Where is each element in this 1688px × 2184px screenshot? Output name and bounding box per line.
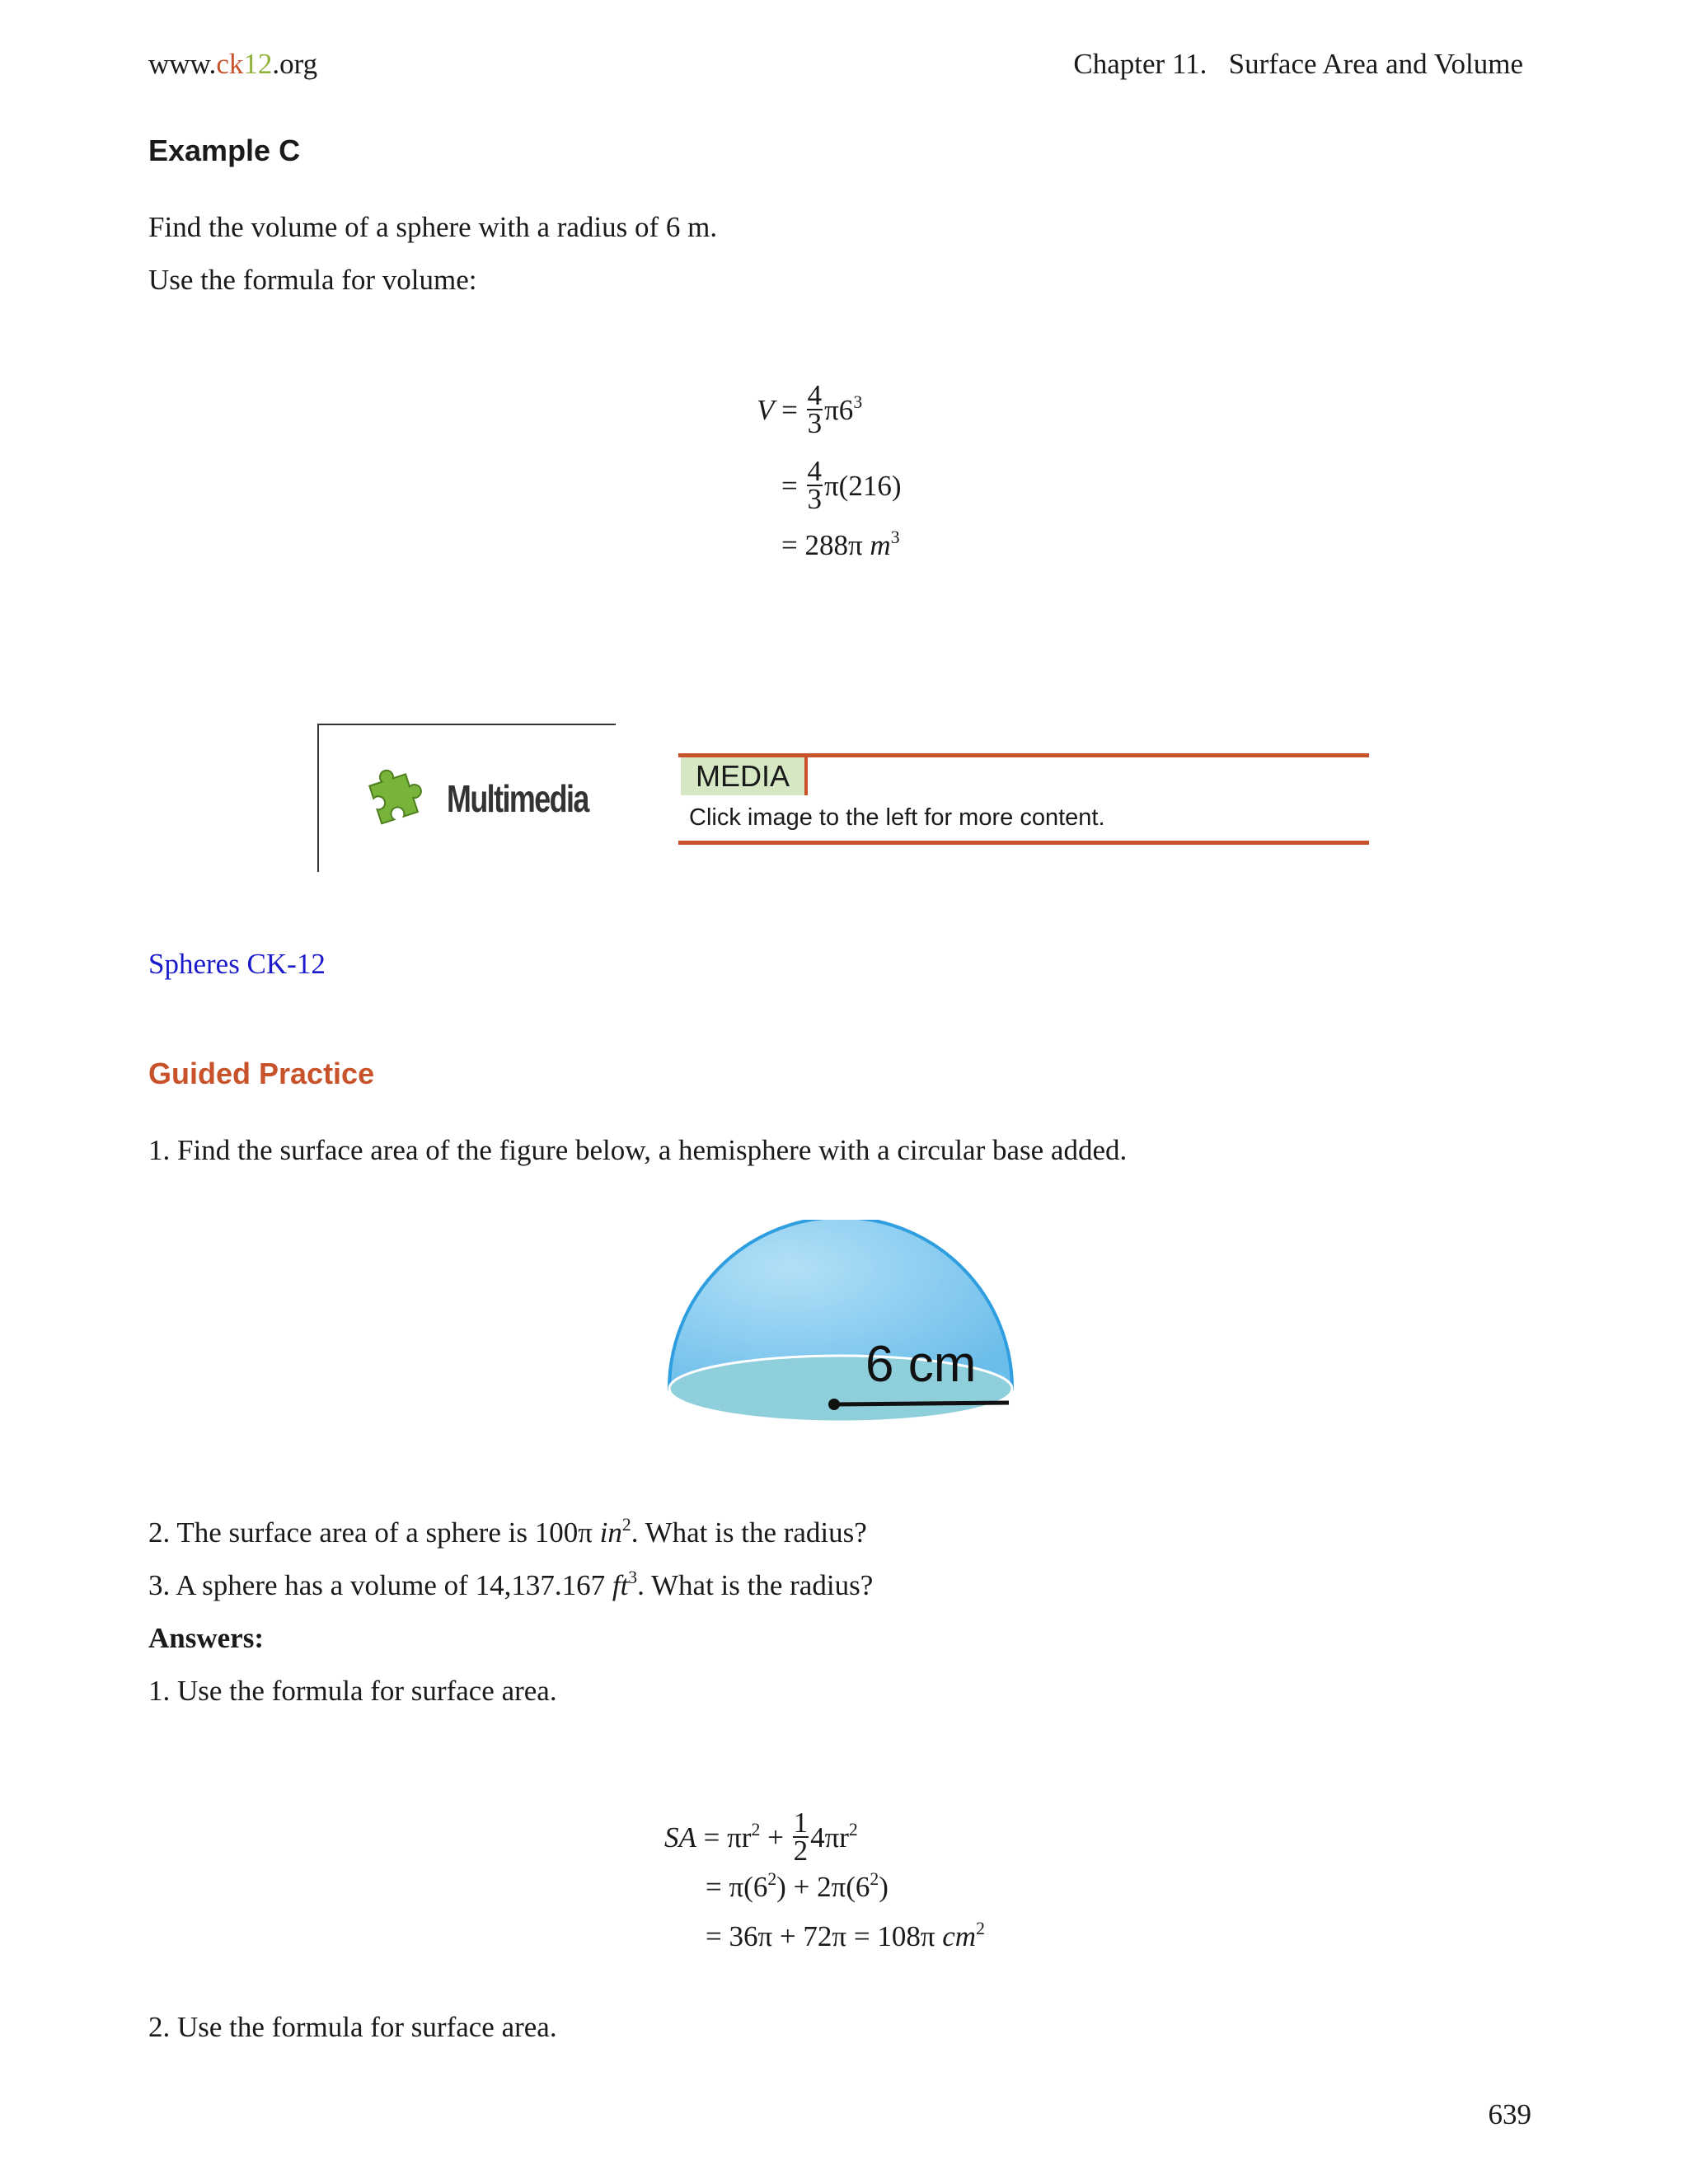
guided-question-3: 3. A sphere has a volume of 14,137.167 $ft^3$. What is the radius? xyxy=(148,1567,874,1601)
fraction-four-thirds: $\frac{4}{3}$ xyxy=(807,379,823,439)
example-c-line2: Use the formula for volume: xyxy=(148,264,477,296)
sa-eq-row2: = $\pi(6^2) + 2\pi(6^2)$ xyxy=(706,1868,889,1903)
media-label: MEDIA xyxy=(681,757,808,795)
chapter-number: Chapter 11. xyxy=(1073,48,1207,80)
radius-label: 6 cm xyxy=(865,1336,977,1393)
guided-question-2: 2. The surface area of a sphere is 100π $in^2$. What is the radius? xyxy=(148,1514,867,1549)
example-c-line1: Find the volume of a sphere with a radius of 6 m. xyxy=(148,211,718,243)
sa-eq-row1: SA = $\pi r^2$ + $\frac{1}{2}$ $4\pi r^2$ xyxy=(664,1807,858,1867)
volume-eq-row3: = 288π $m^3$ xyxy=(781,527,900,561)
puzzle-piece-icon xyxy=(360,766,434,832)
answer-2-text: 2. Use the formula for surface area. xyxy=(148,2011,557,2043)
radius-line xyxy=(834,1403,1009,1404)
spheres-ck12-link[interactable]: Spheres CK-12 xyxy=(148,948,326,980)
example-c-heading: Example C xyxy=(148,134,301,167)
center-point xyxy=(828,1399,840,1410)
chapter-title: Surface Area and Volume xyxy=(1228,48,1523,80)
answer-1-text: 1. Use the formula for surface area. xyxy=(148,1675,557,1707)
site-url[interactable]: www.ck12.org xyxy=(148,48,318,80)
chapter-header xyxy=(1073,48,1523,81)
guided-practice-heading: Guided Practice xyxy=(148,1057,375,1090)
media-bottom-rule xyxy=(678,841,1369,845)
volume-eq-row1: V = $\frac{4}{3}$ $\pi 6^3$ xyxy=(757,379,863,439)
guided-question-1: 1. Find the surface area of the figure below, a hemisphere with a circular base added. xyxy=(148,1134,1128,1166)
multimedia-thumbnail[interactable] xyxy=(317,724,616,872)
sa-eq-row3: = 36π + 72π = 108π $cm^2$ xyxy=(706,1918,985,1952)
media-caption: Click image to the left for more content. xyxy=(689,804,1105,831)
hemisphere-figure xyxy=(659,1220,1022,1451)
multimedia-thumb-text: Multimedia xyxy=(447,777,588,820)
fraction-four-thirds: $\frac{4}{3}$ xyxy=(807,455,822,515)
volume-eq-row2: = $\frac{4}{3}$ π(216) xyxy=(781,455,902,515)
page-number: 639 xyxy=(1488,2098,1531,2130)
fraction-one-half: $\frac{1}{2}$ xyxy=(793,1807,809,1867)
answers-heading: Answers: xyxy=(148,1622,264,1654)
